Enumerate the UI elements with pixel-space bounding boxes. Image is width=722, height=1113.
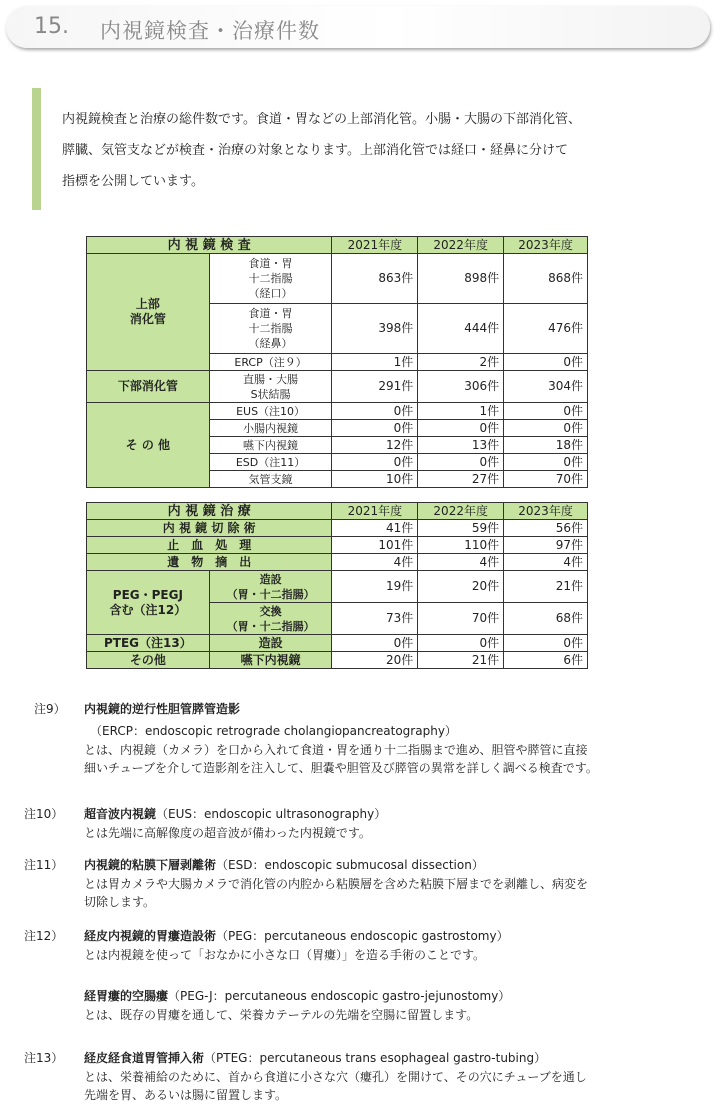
year-header: 2022年度 <box>418 503 504 520</box>
cell-value: 0件 <box>504 354 588 371</box>
cell-value: 304件 <box>504 371 588 403</box>
group-upper-gi: 上部 消化管 <box>87 254 210 371</box>
cell-value: 21件 <box>418 652 504 669</box>
cell-value: 2件 <box>418 354 504 371</box>
note-body: とは胃カメラや大腸カメラで消化管の内腔から粘膜層を含めた粘膜下層までを剥離し、病変を 切除します。 <box>84 877 589 909</box>
row-label: 造設 （胃・十二指腸） <box>209 571 332 603</box>
note-title: 内視鏡的粘膜下層剥離術 <box>84 858 217 872</box>
cell-value: 0件 <box>332 454 418 471</box>
cell-value: 0件 <box>504 420 588 437</box>
note-sub: （PEG-J：percutaneous endoscopic gastro-jejunostomy） <box>168 989 511 1003</box>
cell-value: 73件 <box>332 603 418 635</box>
cell-value: 0件 <box>418 635 504 652</box>
group-other: そ の 他 <box>87 403 210 488</box>
cell-value: 291件 <box>332 371 418 403</box>
table-row <box>87 520 588 537</box>
row-label: 嚥下内視鏡 <box>209 652 332 669</box>
cell-value: 59件 <box>418 520 504 537</box>
row-label: 食道・胃 十二指腸 （経鼻） <box>209 304 332 354</box>
cell-value: 0件 <box>332 403 418 420</box>
section-title: 内視鏡検査・治療件数 <box>100 19 320 43</box>
cell-value: 398件 <box>332 304 418 354</box>
group-pteg: PTEG（注13） <box>87 635 210 652</box>
row-label: 食道・胃 十二指腸 （経口） <box>209 254 332 304</box>
note-body: とは、既存の胃瘻を通して、栄養カテーテルの先端を空腸に留置します。 <box>84 1008 479 1022</box>
note-body: とは、内視鏡（カメラ）を口から入れて食道・胃を通り十二指腸まで進め、胆管や膵管に直接 細いチューブを介して造影剤を注入して、胆嚢や胆管及び膵管の異常を詳しく調べる検査です。 <box>84 743 598 775</box>
cell-value: 0件 <box>418 420 504 437</box>
cell-value: 56件 <box>504 520 588 537</box>
row-label: 造設 <box>209 635 332 652</box>
cell-value: 27件 <box>418 471 504 488</box>
cell-value: 68件 <box>504 603 588 635</box>
cell-value: 101件 <box>332 537 418 554</box>
row-label: 止 血 処 理 <box>87 537 332 554</box>
row-label: 交換 （胃・十二指腸） <box>209 603 332 635</box>
note-title: 経皮経食道胃管挿入術 <box>84 1051 205 1065</box>
cell-value: 1件 <box>418 403 504 420</box>
cell-value: 868件 <box>504 254 588 304</box>
intro-text <box>62 104 702 197</box>
intro-line: 膵臓、気管支などが検査・治療の対象となります。上部消化管では経口・経鼻に分けて <box>62 143 568 158</box>
cell-value: 41件 <box>332 520 418 537</box>
note-title: 経皮内視鏡的胃瘻造設術 <box>84 929 217 943</box>
cell-value: 1件 <box>332 354 418 371</box>
intro-accent-bar <box>32 88 41 210</box>
note-body: とは内視鏡を使って「おなかに小さな口（胃瘻）」を造る手術のことです。 <box>84 948 486 962</box>
note-sub: （ESD：endoscopic submucosal dissection） <box>216 858 484 872</box>
cell-value: 0件 <box>504 454 588 471</box>
row-label: 小腸内視鏡 <box>209 420 332 437</box>
cell-value: 10件 <box>332 471 418 488</box>
cell-value: 0件 <box>332 635 418 652</box>
cell-value: 4件 <box>504 554 588 571</box>
note-body: とは先端に高解像度の超音波が備わった内視鏡です。 <box>84 826 371 840</box>
cell-value: 13件 <box>418 437 504 454</box>
cell-value: 70件 <box>418 603 504 635</box>
cell-value: 21件 <box>504 571 588 603</box>
cell-value: 6件 <box>504 652 588 669</box>
cell-value: 898件 <box>418 254 504 304</box>
note-label: 注9） <box>34 702 66 716</box>
year-header: 2022年度 <box>418 237 504 254</box>
cell-value: 0件 <box>418 454 504 471</box>
cell-value: 306件 <box>418 371 504 403</box>
cell-value: 444件 <box>418 304 504 354</box>
row-label: 直腸・大腸 S状結腸 <box>209 371 332 403</box>
table-row <box>87 403 588 420</box>
cell-value: 12件 <box>332 437 418 454</box>
table-row <box>87 652 588 669</box>
cell-value: 0件 <box>504 403 588 420</box>
section-number: 15. <box>34 14 69 39</box>
note-sub: （PTEG：percutaneous trans esophageal gastro-tubing） <box>204 1051 547 1065</box>
note-title: 経胃瘻的空腸瘻 <box>84 989 169 1003</box>
year-header: 2021年度 <box>332 503 418 520</box>
note-title: 内視鏡的逆行性胆管膵管造影 <box>84 702 241 716</box>
table-row <box>87 254 588 304</box>
table-row <box>87 537 588 554</box>
note-sub: （EUS：endoscopic ultrasonography） <box>156 807 387 821</box>
group-lower-gi: 下部消化管 <box>87 371 210 403</box>
cell-value: 19件 <box>332 571 418 603</box>
endoscopy-treatment-table <box>86 502 588 669</box>
note-label: 注13） <box>24 1051 64 1065</box>
table-row <box>87 554 588 571</box>
cell-value: 863件 <box>332 254 418 304</box>
table-row <box>87 635 588 652</box>
cell-value: 97件 <box>504 537 588 554</box>
row-label: 嚥下内視鏡 <box>209 437 332 454</box>
note-title: 超音波内視鏡 <box>84 807 157 821</box>
year-header: 2023年度 <box>504 237 588 254</box>
table-row <box>87 371 588 403</box>
row-label: 気管支鏡 <box>209 471 332 488</box>
year-header: 2023年度 <box>504 503 588 520</box>
table-title: 内 視 鏡 検 査 <box>87 237 332 254</box>
row-label: EUS（注10） <box>209 403 332 420</box>
note-body: とは、栄養補給のために、首から食道に小さな穴（瘻孔）を開けて、その穴にチューブを通し 先端を胃、あるいは腸に留置します。 <box>84 1070 587 1102</box>
note-sub: （ERCP：endoscopic retrograde cholangiopancreatography） <box>90 724 457 738</box>
cell-value: 70件 <box>504 471 588 488</box>
note-label: 注11） <box>24 858 64 872</box>
table-row <box>87 571 588 603</box>
table-title: 内 視 鏡 治 療 <box>87 503 332 520</box>
row-label: 遺 物 摘 出 <box>87 554 332 571</box>
intro-line: 指標を公開しています。 <box>62 174 204 189</box>
table-header-row <box>87 503 588 520</box>
row-label: 内 視 鏡 切 除 術 <box>87 520 332 537</box>
cell-value: 20件 <box>332 652 418 669</box>
note-label: 注10） <box>24 807 64 821</box>
table-header-row <box>87 237 588 254</box>
cell-value: 20件 <box>418 571 504 603</box>
cell-value: 0件 <box>332 420 418 437</box>
cell-value: 4件 <box>332 554 418 571</box>
cell-value: 0件 <box>504 635 588 652</box>
group-peg: PEG・PEGJ 含む（注12） <box>87 571 210 635</box>
year-header: 2021年度 <box>332 237 418 254</box>
cell-value: 4件 <box>418 554 504 571</box>
row-label: ERCP（注９） <box>209 354 332 371</box>
intro-line: 内視鏡検査と治療の総件数です。食道・胃などの上部消化管。小腸・大腸の下部消化管、 <box>62 112 581 127</box>
note-sub: （PEG：percutaneous endoscopic gastrostomy） <box>216 929 509 943</box>
section-header <box>6 6 710 48</box>
note-label: 注12） <box>24 929 64 943</box>
row-label: ESD（注11） <box>209 454 332 471</box>
cell-value: 18件 <box>504 437 588 454</box>
cell-value: 110件 <box>418 537 504 554</box>
group-other: その他 <box>87 652 210 669</box>
cell-value: 476件 <box>504 304 588 354</box>
endoscopy-exam-table <box>86 236 588 488</box>
